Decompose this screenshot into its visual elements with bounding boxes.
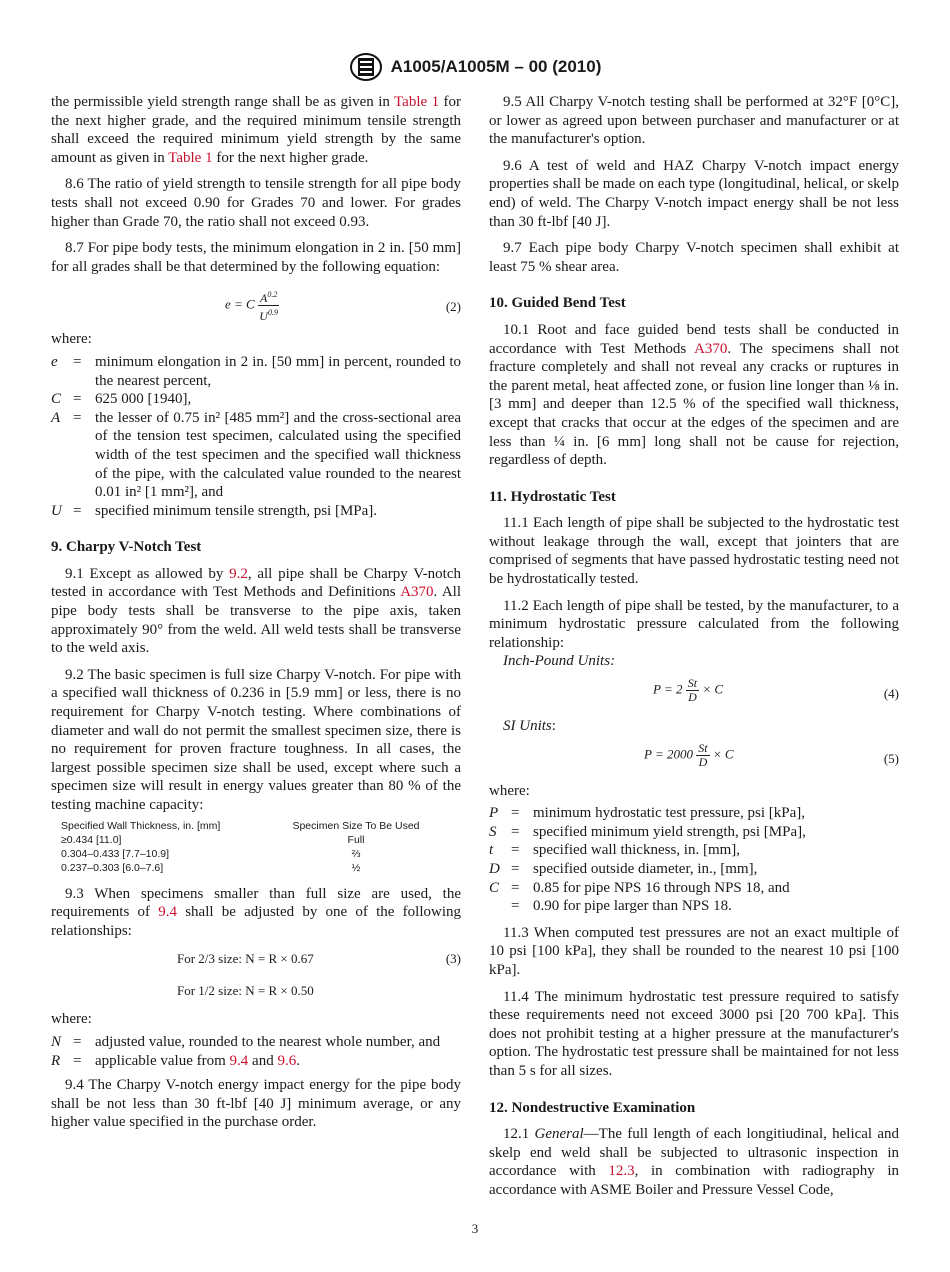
paragraph-9-1: 9.1 Except as allowed by 9.2, all pipe shall be Charpy V-notch tested in accordance with Test Methods and Definitions A370. All pipe body tests shall be transverse to the pipe axis, taken approximately 90° from the weld. All weld tests shall be transverse to the weld axis. [51,565,462,657]
equation-number: (2) [445,299,461,315]
section-heading-10: 10. Guided Bend Test [489,295,626,312]
document-designation: A1005/A1005M – 00 (2010) [390,57,602,76]
paragraph-11-2: 11.2 Each length of pipe shall be tested, by the manufacturer, to a minimum hydrostatic pressure calculated from the following relationship: [489,597,899,651]
paragraph-10-1: 10.1 Root and face guided bend tests shall be conducted in accordance with Test Methods A370. The specimens shall not fracture completely and shall not reveal any cracks or ruptures in the parent metal, heat affected zone, or fusion line longer than ⅛ in. [3 mm] and deeper than 12.5 % of the specified wall thickness, except that cracks that occur at the edges of the specimen and are less than ¼ in. [6 mm] long shall not be cause for rejection, regardless of depth. [489,321,899,469]
paragraph-continuation: the permissible yield strength range shall be as given in Table 1 for the next higher grade, and the required minimum tensile strength shall exceed the required minimum yield strength by the same amount as given in Table 1 for the next higher grade. [51,94,461,166]
page-number: 3 [471,1221,479,1236]
table-row: ≥0.434 [11.0] Full [61,833,365,846]
a370-link[interactable]: A370 [400,584,434,601]
section-heading-11: 11. Hydrostatic Test [489,488,616,505]
equation-number: (5) [883,750,899,766]
section-9-4-link[interactable]: 9.4 [158,904,177,921]
paragraph-9-7: 9.7 Each pipe body Charpy V-notch specimen shall exhibit at least 75 % shear area. [489,240,899,275]
table-1-link[interactable]: Table 1 [168,149,213,166]
paragraph-9-5: 9.5 All Charpy V-notch testing shall be performed at 32°F [0°C], or lower as agreed upon between purchaser and manufacturer or at the manufacturer's option. [489,94,899,148]
paragraph-11-1: 11.1 Each length of pipe shall be subjected to the hydrostatic test without leakage through the wall, except that jointers that are comprised of segments that have passed hydrostatic testing need not be hydrostatically tested. [489,515,899,588]
variable-definitions: P = minimum hydrostatic test pressure, psi [kPa], S = specified minimum yield strength, psi [MPa], t = specified wall thickness, in. [mm], D = specified outside diameter, in., [mm], C = 0.85 for pipe NPS 16 through NPS 18, and = 0.90 for pipe larger than NPS 18. [489,805,806,915]
table-1-link[interactable]: Table 1 [394,94,440,110]
section-heading-12: 12. Nondestructive Examination [489,1099,696,1116]
table-row: 0.304–0.433 [7.7–10.9] ⅔ [61,847,361,860]
paragraph-11-4: 11.4 The minimum hydrostatic test pressure required to satisfy these requirements need not exceed 3000 psi [20 700 kPa]. This does not prohibit testing at a higher pressure at the manufacturer's option. The hydrostatic test pressure shall be maintained for not less than 5 s for all sizes. [489,988,899,1079]
where-label: where: [51,1011,92,1028]
inch-pound-label: Inch-Pound Units: [503,653,616,670]
paragraph-9-6: 9.6 A test of weld and HAZ Charpy V-notch impact energy properties shall be made on each type (longitudinal, helical, or skelp end) of weld. The Charpy V-notch impact energy shall be not less than 30 ft-lbf [40 J]. [489,157,899,230]
equation-3: For 2/3 size: N = R × 0.67 For 1/2 size: N = R × 0.50 (3) [51,944,461,1008]
paragraph-8-7: 8.7 For pipe body tests, the minimum elongation in 2 in. [50 mm] for all grades shall be that determined by the following equation: [51,240,461,275]
paragraph-12-1: 12.1 General—The full length of each longitiudinal, helical and skelp end weld shall be subjected to ultrasonic inspection in accordance with 12.3, in combination with radiography in accordance with ASME Boiler and Pressure Vessel Code, [489,1126,899,1198]
variable-definitions: e = minimum elongation in 2 in. [50 mm] in percent, rounded to the nearest percent, C = 625 000 [1940], A = the lesser of 0.75 in² [485 mm²] and the cross-sectional area of the tension test specimen, calculated using the specified width of the test specimen and the specified wall thickness of the pipe, with the calculated value rounded to the nearest 0.01 in² [1 mm²], and U = specified minimum tensile strength, psi [MPa]. [51,353,461,519]
section-heading-9: 9. Charpy V-Notch Test [51,539,202,556]
section-9-2-link[interactable]: 9.2 [229,565,248,582]
paragraph-9-3: 9.3 When specimens smaller than full size are used, the requirements of 9.4 shall be adjusted by one of the following relationships: [51,885,461,939]
table-header-row: Specified Wall Thickness, in. [mm] Specimen Size To Be Used [61,819,420,832]
section-9-6-link[interactable]: 9.6 [277,1052,297,1069]
paragraph-9-4: 9.4 The Charpy V-notch energy impact energy for the pipe body shall be not less than 30 ft-lbf [40 J] minimum average, or any higher value specified in the purchase order. [51,1077,461,1131]
a370-link[interactable]: A370 [694,340,728,357]
page-header [0,52,950,87]
astm-logo-icon [349,52,383,82]
right-column [489,93,899,1208]
left-column [51,93,461,1140]
equation-2: e = C $\frac{A^{0.2}}{U^{0.9}}$ (2) [225,290,461,324]
variable-definitions: N = adjusted value, rounded to the nearest whole number, and R = applicable value from 9.4 and 9.6. [51,1033,441,1069]
where-label: where: [51,331,92,348]
specimen-size-table [61,819,461,875]
paragraph-11-3: 11.3 When computed test pressures are not an exact multiple of 10 psi [100 kPa], they shall be rounded to the nearest 10 psi [100 kPa]. [489,924,899,978]
equation-5: P = 2000 $\frac{St}{D}$ × C (5) [644,740,899,769]
where-label: where: [489,782,530,799]
section-12-3-link[interactable]: 12.3 [608,1163,635,1180]
equation-number: (3) [445,951,461,967]
table-row: 0.237–0.303 [6.0–7.6] ½ [61,861,361,874]
paragraph-8-6: 8.6 The ratio of yield strength to tensile strength for all pipe body tests shall not exceed 0.90 for Grades 70 and lower. For grades higher than Grade 70, the ratio shall not exceed 0.93. [51,176,461,230]
paragraph-9-2: 9.2 The basic specimen is full size Charpy V-notch. For pipe with a specified wall thickness of 0.236 in [5.9 mm] or less, there is no requirement for Charpy V-notch testing. Where combinations of diameter and wall do not permit the smallest specimen size, there is no requirement for proven fracture toughness. In all cases, the largest possible specimen size shall be used, except where such a specimen size will result in energy values greater than 80 % of the testing machine capacity: [51,666,461,813]
equation-4: P = 2 $\frac{St}{D}$ × C (4) [653,676,899,705]
si-units-label: SI Units: [503,718,556,735]
equation-number: (4) [883,686,899,702]
section-9-4-link[interactable]: 9.4 [229,1052,249,1069]
